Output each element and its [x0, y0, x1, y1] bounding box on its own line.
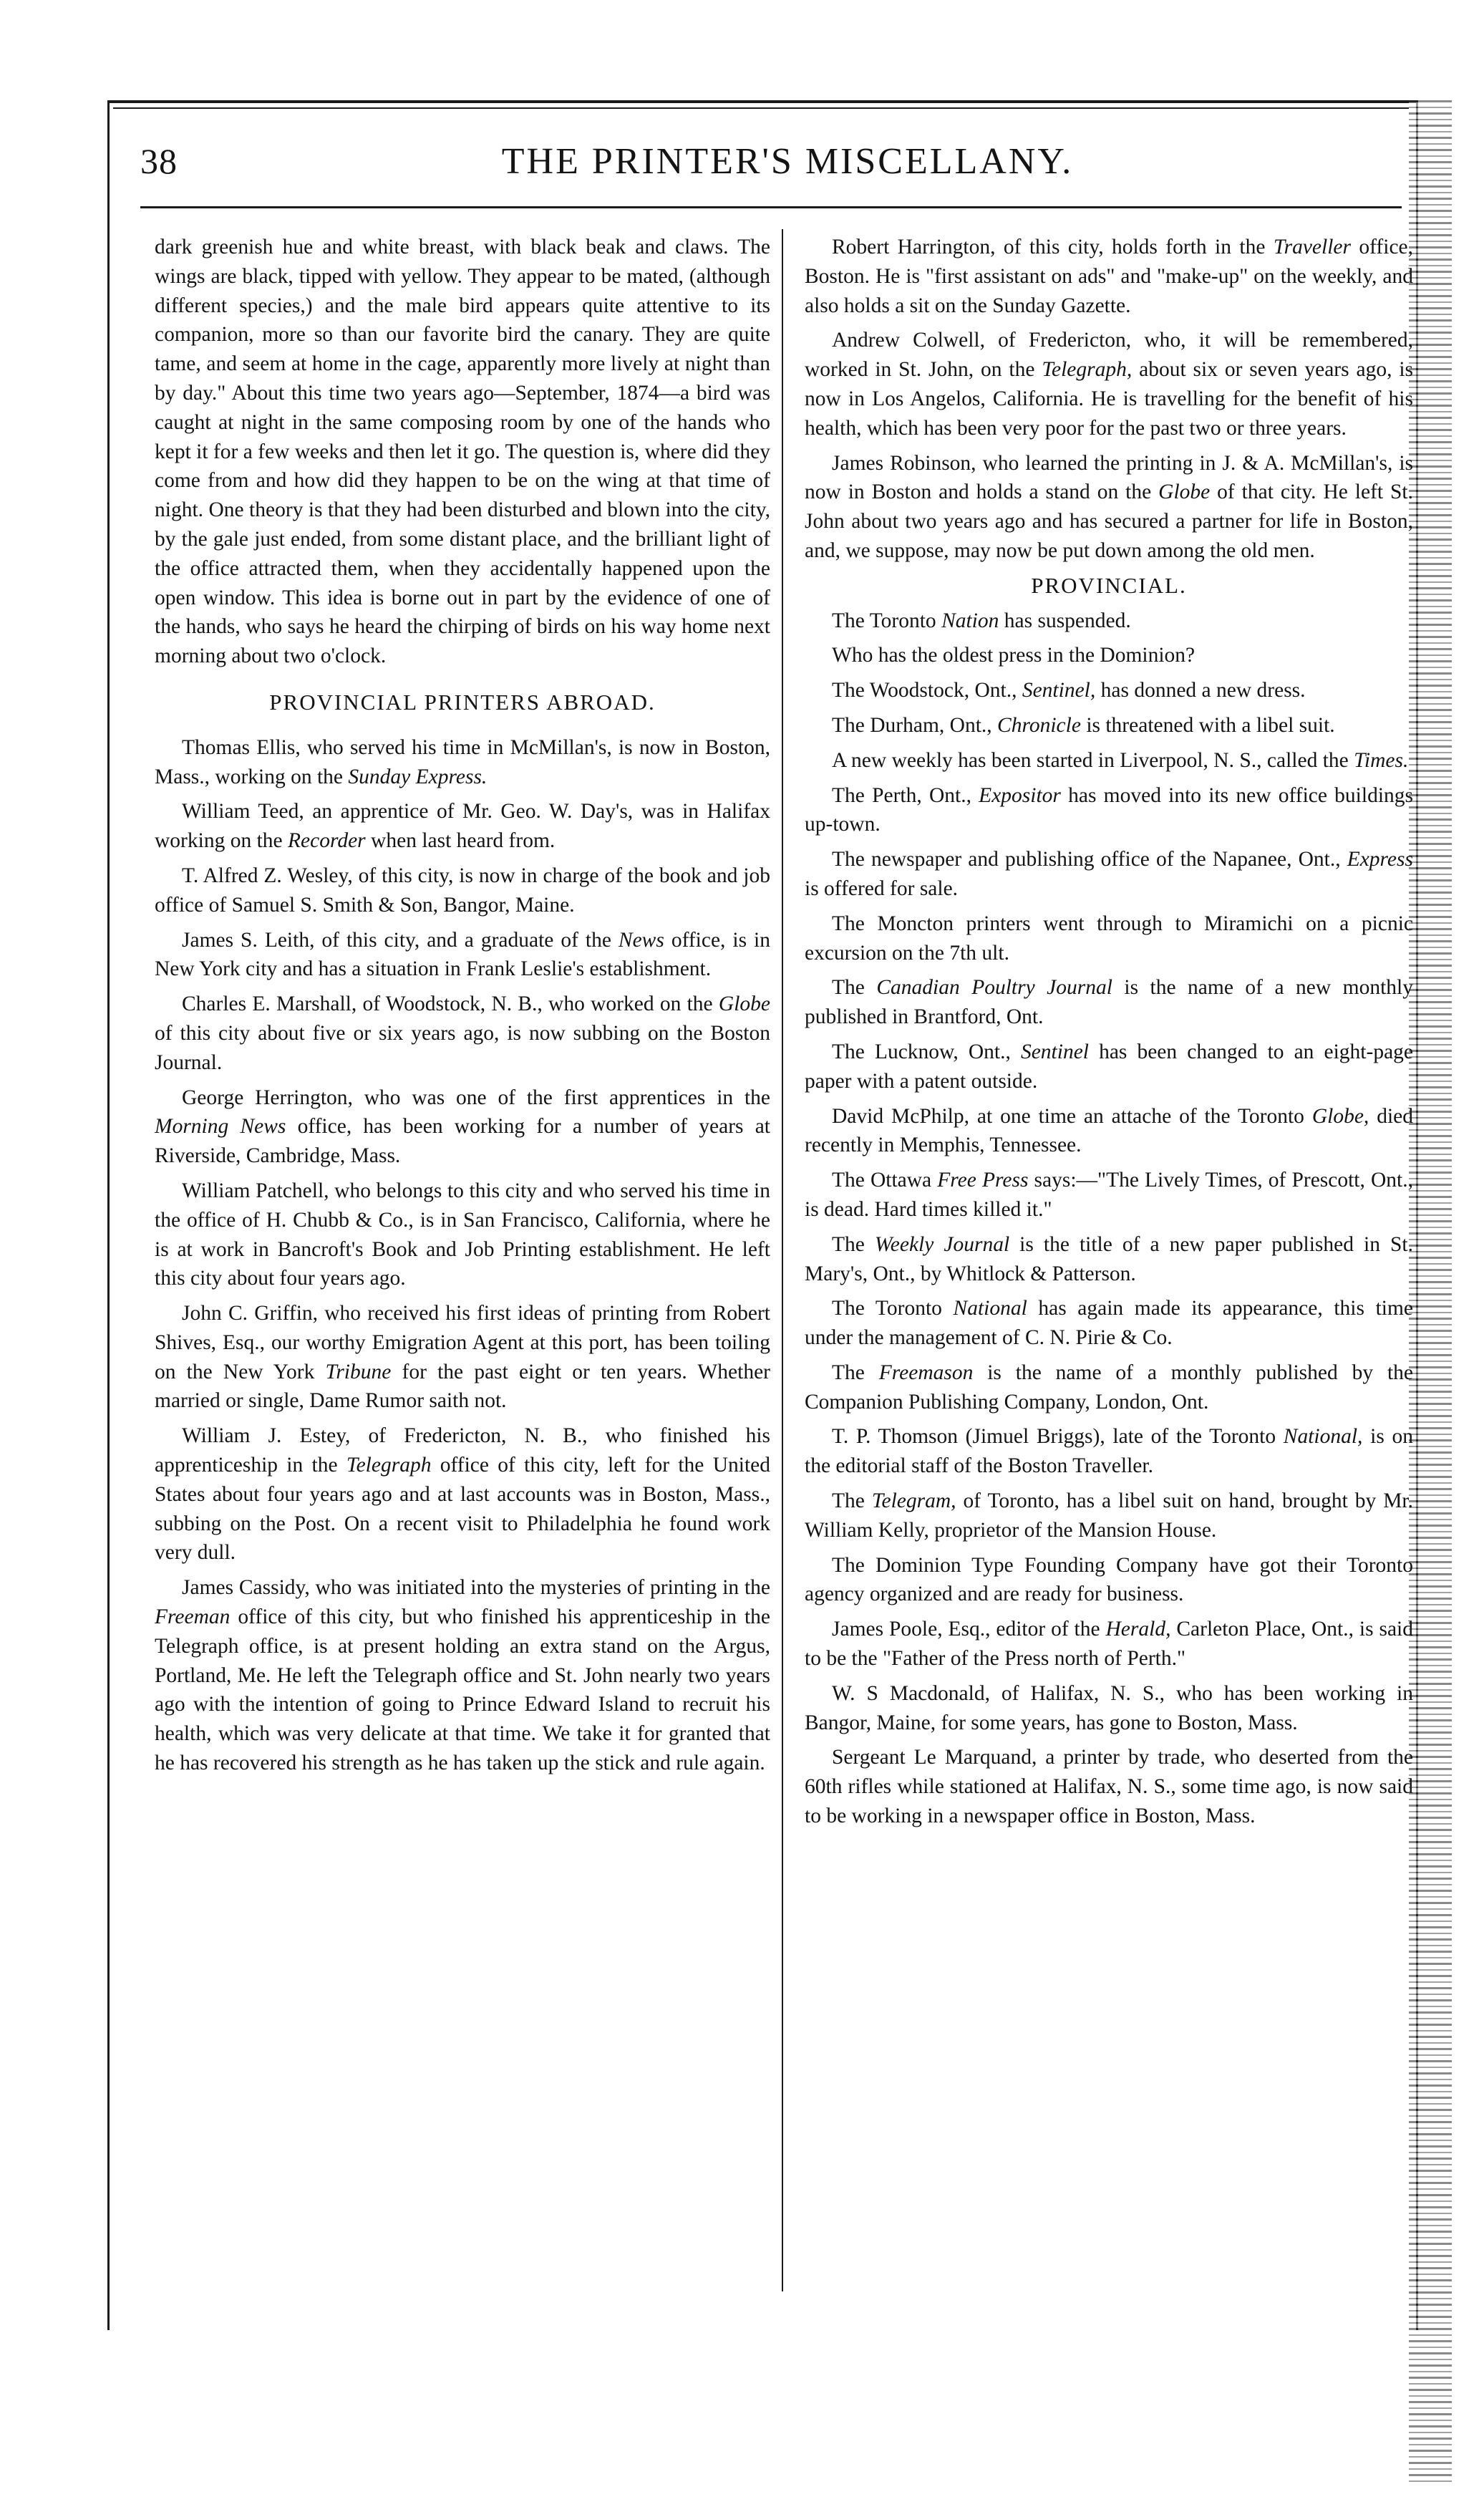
paragraph-text-post: of this city about five or six years ago, is now subbing on the Boston Journal. — [155, 1021, 770, 1074]
paragraph-text-ital: Nation — [941, 609, 999, 632]
paragraph-text-ital: Expositor — [979, 783, 1061, 807]
paragraph-text-post: is on the editorial staff of the Boston Traveller. — [805, 1425, 1413, 1478]
paragraph-text-pre: T. P. Thomson (Jimuel Briggs), late of the Toronto — [832, 1425, 1284, 1449]
article-paragraph — [805, 233, 1413, 320]
article-paragraph — [805, 676, 1413, 705]
article-paragraph — [805, 845, 1413, 904]
paragraph-text-pre: The — [832, 976, 877, 1000]
paragraph-text-ital: Freemason — [878, 1361, 974, 1384]
paragraph-text-post: for the past eight or ten years. Whether married or single, Dame Rumor saith not. — [155, 1360, 770, 1413]
article-paragraph — [805, 1358, 1413, 1417]
paragraph-text-pre: Charles E. Marshall, of Woodstock, N. B., who worked on the — [182, 992, 719, 1016]
paragraph-text-pre: The Moncton printers went through to Miramichi on a picnic excursion on the 7th ult. — [805, 912, 1413, 965]
article-paragraph — [805, 1230, 1413, 1289]
paragraph-text-post: of that city. He left St. John about two years ago and has secured a partner for life in Boston, and, we suppose, may now be put down among the old men. — [805, 480, 1413, 562]
paragraph-text-pre: Andrew Colwell, of Fredericton, who, it will be remembered, worked in St. John, on the — [805, 329, 1413, 382]
article-paragraph — [805, 1294, 1413, 1353]
paragraph-text-pre: The Woodstock, Ont., — [832, 679, 1022, 702]
paragraph-text-ital: Canadian Poultry Journal — [876, 976, 1112, 1000]
article-paragraph — [155, 861, 770, 920]
paragraph-text-post: has again made its appearance, this time under the management of C. N. Pirie & Co. — [805, 1297, 1413, 1350]
paragraph-text-pre: The — [832, 1361, 879, 1384]
right-top-items — [805, 233, 1413, 566]
paragraph-text-pre: Robert Harrington, of this city, holds forth in the — [832, 236, 1274, 259]
paragraph-text-ital: Traveller — [1273, 236, 1351, 259]
article-paragraph — [155, 233, 770, 671]
article-paragraph — [805, 1615, 1413, 1673]
paragraph-text-pre: The Ottawa — [832, 1169, 938, 1192]
paragraph-text-pre: William Patchell, who belongs to this city and who served his time in the office of H. Chubb & Co., is in San Francisco, California, where he is at work in Bancroft's Book and Job Printing establishment. He left this city about four years ago. — [155, 1179, 770, 1290]
paragraph-text-post: is threatened with a libel suit. — [1080, 713, 1335, 737]
paragraph-text-pre: Thomas Ellis, who served his time in McMillan's, is now in Boston, Mass., working on the — [155, 735, 770, 788]
article-paragraph — [155, 1083, 770, 1171]
paragraph-text-ital: Globe, — [1311, 1104, 1369, 1128]
article-paragraph — [805, 781, 1413, 840]
paragraph-text-ital: Weekly Journal — [874, 1232, 1010, 1256]
paragraph-text-ital: Tribune — [325, 1360, 392, 1383]
paragraph-text-ital: Times. — [1354, 748, 1409, 772]
article-paragraph — [155, 797, 770, 856]
article-paragraph — [805, 973, 1413, 1032]
column-divider — [782, 229, 783, 2291]
paragraph-text-pre: James S. Leith, of this city, and a graduate of the — [182, 928, 619, 952]
right-items — [805, 607, 1413, 1831]
paragraph-text-post: has donned a new dress. — [1095, 679, 1306, 702]
article-paragraph — [155, 926, 770, 985]
paragraph-text-ital: Sunday Express. — [348, 765, 488, 788]
paragraph-text-pre: William J. Estey, of Fredericton, N. B., who finished his apprenticeship in the — [155, 1424, 770, 1477]
paragraph-text-ital: Globe — [718, 992, 770, 1016]
paragraph-text-ital: Recorder — [288, 829, 366, 853]
paragraph-text-post: is offered for sale. — [805, 876, 959, 900]
paragraph-text-post: office of this city, left for the United States about four years ago and at last accounts was in Boston, Mass., subbing on the Post. On a recent visit to Philadelphia he found work very dull. — [155, 1454, 770, 1565]
article-paragraph — [805, 1038, 1413, 1096]
section-heading-provincial: PROVINCIAL. — [1031, 572, 1187, 598]
paragraph-text-post: of Toronto, has a libel suit on hand, brought by Mr. William Kelly, proprietor of the Mansion House. — [805, 1489, 1414, 1542]
article-paragraph — [155, 1421, 770, 1567]
paragraph-text-post: office, Boston. He is "first assistant on ads" and "make-up" on the weekly, and also holds a sit on the Sunday Gazette. — [805, 236, 1414, 317]
article-paragraph — [805, 326, 1413, 443]
paragraph-text-post: Carleton Place, Ont., is said to be the "Father of the Press north of Perth." — [805, 1618, 1413, 1671]
paragraph-text-pre: The — [832, 1232, 875, 1256]
paragraph-text-pre: William Teed, an apprentice of Mr. Geo. W. Day's, was in Halifax working on the — [155, 800, 770, 853]
paragraph-text-pre: The — [832, 1489, 872, 1513]
paragraph-text-pre: The Toronto — [832, 1297, 954, 1320]
right-column — [805, 233, 1413, 1837]
paragraph-text-pre: The Durham, Ont., — [832, 713, 998, 737]
scan-edge-artifact — [1409, 100, 1452, 2485]
article-paragraph — [805, 1102, 1413, 1161]
paragraph-text-pre: Sergeant Le Marquand, a printer by trade, who deserted from the 60th rifles while stationed at Halifax, N. S., some time ago, is now said to be working in a newspaper office in Boston, Mass. — [805, 1746, 1413, 1828]
paragraph-text-pre: A new weekly has been started in Liverpool, N. S., called the — [832, 748, 1354, 772]
paragraph-text-pre: James Poole, Esq., editor of the — [832, 1618, 1106, 1641]
article-paragraph — [805, 1487, 1413, 1545]
paragraph-text-pre: W. S Macdonald, of Halifax, N. S., who has been working in Bangor, Maine, for some years, has gone to Boston, Mass. — [805, 1681, 1413, 1734]
paragraph-text-post: has been changed to an eight-page paper with a patent outside. — [805, 1040, 1414, 1093]
paragraph-text-pre: David McPhilp, at one time an attache of the Toronto — [832, 1104, 1312, 1128]
paragraph-text-post: office, is in New York city and has a situation in Frank Leslie's establishment. — [155, 928, 770, 981]
paragraph-text-post: died recently in Memphis, Tennessee. — [805, 1104, 1414, 1157]
article-paragraph — [805, 746, 1413, 776]
paragraph-text-ital: Globe — [1158, 480, 1211, 504]
paragraph-text-pre: T. Alfred Z. Wesley, of this city, is now in charge of the book and job office of Samuel S. Smith & Son, Bangor, Maine. — [155, 864, 770, 917]
paragraph-text-pre: dark greenish hue and white breast, with black beak and claws. The wings are black, tipped with yellow. They appear to be mated, (although different species,) and the male bird appears quite attentive to its companion, more so than our favorite bird the canary. They are quite tame, and seem at home in the cage, apparently more lively at night than by day." About this time two years ago—September, 1874—a bird was caught at night in the same composing room by one of the hands who kept it for a few weeks and then let it go. The question is, where did they come from and how did they happen to be on the wing at that time of night. One theory is that they had been disturbed and blown into the city, by the gale just ended, from some distant place, and the brilliant light of the office attracted them, when they accidentally happened upon the open window. This idea is borne out in part by the evidence of one of the hands, who says he heard the chirping of birds on his way home next morning about two o'clock. — [155, 236, 770, 668]
paragraph-text-pre: Who has the oldest press in the Dominion? — [832, 644, 1196, 667]
paragraph-text-post: about six or seven years ago, is now in Los Angelos, California. He is travelling for the benefit of his health, which has been very poor for the past two or three years. — [805, 358, 1413, 440]
article-paragraph — [805, 711, 1413, 740]
paragraph-text-post: is the name of a monthly published by the Companion Publishing Company, London, Ont. — [805, 1361, 1413, 1414]
article-paragraph — [155, 990, 770, 1077]
article-paragraph — [805, 1551, 1413, 1610]
running-head-title: THE PRINTER'S MISCELLANY. — [501, 141, 1074, 182]
paragraph-text-ital: National — [953, 1297, 1027, 1320]
paragraph-text-ital: Sentinel, — [1022, 679, 1096, 702]
left-intro — [155, 233, 770, 671]
article-paragraph — [805, 1679, 1413, 1738]
paragraph-text-ital: News — [618, 928, 664, 952]
page-border-inner — [113, 107, 1409, 109]
paragraph-text-ital: Sentinel — [1020, 1040, 1089, 1063]
article-paragraph — [155, 1573, 770, 1778]
paragraph-text-post: has suspended. — [999, 609, 1131, 632]
paragraph-text-ital: Free Press — [937, 1169, 1029, 1192]
paragraph-text-ital: Chronicle — [997, 713, 1081, 737]
paragraph-text-ital: Freeman — [155, 1605, 231, 1629]
article-paragraph — [155, 733, 770, 792]
paragraph-text-ital: Express — [1347, 848, 1413, 871]
paragraph-text-pre: The Perth, Ont., — [832, 783, 979, 807]
article-paragraph — [805, 909, 1413, 968]
paragraph-text-pre: James Robinson, who learned the printing in J. & A. McMillan's, is now in Boston and holds a stand on the — [805, 451, 1413, 504]
paragraph-text-post: is the name of a new monthly published in Brantford, Ont. — [805, 976, 1413, 1029]
paragraph-text-ital: Herald, — [1105, 1618, 1171, 1641]
paragraph-text-ital: Telegram, — [871, 1489, 956, 1513]
page-number: 38 — [140, 141, 178, 181]
paragraph-text-pre: The Dominion Type Founding Company have got their Toronto agency organized and are ready for business. — [805, 1553, 1413, 1606]
article-paragraph — [805, 1422, 1413, 1481]
paragraph-text-pre: The Lucknow, Ont., — [832, 1040, 1021, 1063]
article-paragraph — [805, 449, 1413, 566]
header-rule — [140, 206, 1402, 208]
article-paragraph — [805, 1166, 1413, 1224]
paragraph-text-post: is the title of a new paper published in St. Mary's, Ont., by Whitlock & Patterson. — [805, 1232, 1413, 1285]
paragraph-text-post: when last heard from. — [365, 829, 556, 853]
article-paragraph — [155, 1177, 770, 1293]
paragraph-text-ital: National, — [1283, 1425, 1363, 1449]
paragraph-text-ital: Telegraph — [346, 1454, 432, 1477]
paragraph-text-pre: John C. Griffin, who received his first ideas of printing from Robert Shives, Esq., our worthy Emigration Agent at this port, has been toiling on the New York — [155, 1302, 770, 1383]
paragraph-text-post: says:—"The Lively Times, of Prescott, Ont., is dead. Hard times killed it." — [805, 1169, 1413, 1221]
paragraph-text-ital: Morning News — [155, 1115, 286, 1139]
article-paragraph — [155, 1299, 770, 1416]
left-column — [155, 233, 770, 1784]
article-paragraph — [805, 607, 1413, 636]
paragraph-text-pre: The newspaper and publishing office of the Napanee, Ont., — [832, 848, 1347, 871]
paragraph-text-ital: Telegraph, — [1042, 358, 1133, 382]
paragraph-text-pre: James Cassidy, who was initiated into the mysteries of printing in the — [182, 1576, 770, 1600]
left-items — [155, 733, 770, 1778]
article-paragraph — [805, 641, 1413, 670]
paragraph-text-pre: The Toronto — [832, 609, 942, 632]
section-heading-provincial-printers-abroad: PROVINCIAL PRINTERS ABROAD. — [269, 689, 656, 715]
article-paragraph — [805, 1743, 1413, 1830]
paragraph-text-post: office, has been working for a number of years at Riverside, Cambridge, Mass. — [155, 1115, 770, 1168]
paragraph-text-post: office of this city, but who finished his apprenticeship in the Telegraph office, is at present holding an extra stand on the Argus, Portland, Me. He left the Telegraph office and St. John nearly two years ago with the intention of going to Prince Edward Island to recruit his health, which was very delicate at that time. We take it for granted that he has recovered his strength as he has taken up the stick and rule again. — [155, 1605, 770, 1775]
paragraph-text-pre: George Herrington, who was one of the first apprentices in the — [182, 1086, 770, 1109]
paragraph-text-post: has moved into its new office buildings up-town. — [805, 783, 1414, 836]
